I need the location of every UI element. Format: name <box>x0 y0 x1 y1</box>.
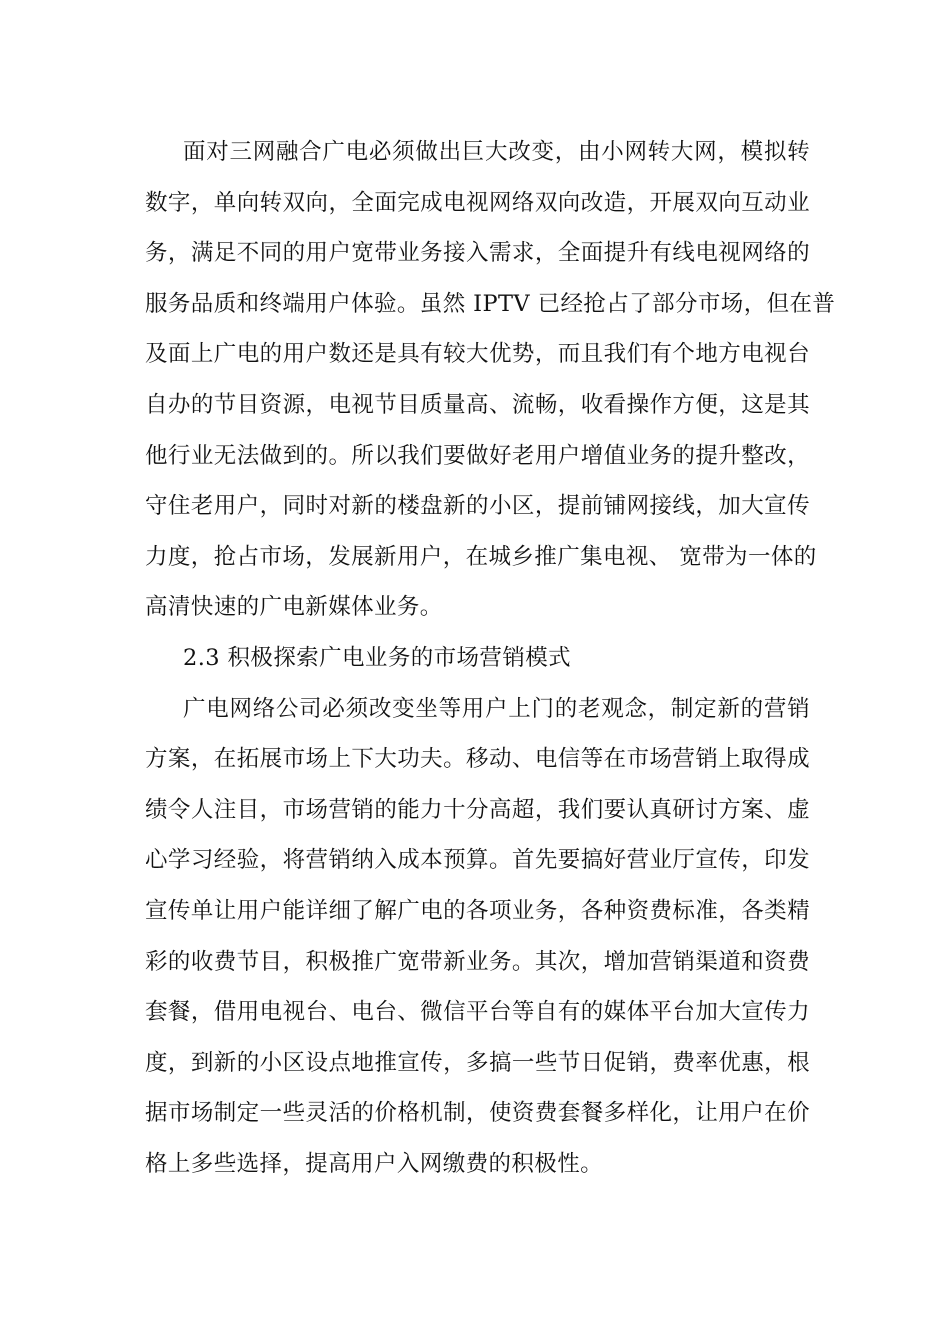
paragraph-line: 守住老用户，同时对新的楼盘新的小区，提前铺网接线，加大宣传 <box>145 493 810 520</box>
paragraph-line: 高清快速的广电新媒体业务。 <box>145 594 443 621</box>
paragraph-line: 他行业无法做到的。所以我们要做好老用户增值业务的提升整改， <box>145 442 810 469</box>
section-heading: 2.3 积极探索广电业务的市场营销模式 <box>183 644 572 671</box>
paragraph-line: 自办的节目资源，电视节目质量高、流畅，收看操作方便，这是其 <box>145 391 810 418</box>
paragraph-line: 度，到新的小区设点地推宣传，多搞一些节日促销，费率优惠，根 <box>145 1049 810 1076</box>
paragraph-line: 格上多些选择，提高用户入网缴费的积极性。 <box>145 1150 604 1177</box>
paragraph-line: 务，满足不同的用户宽带业务接入需求，全面提升有线电视网络的 <box>145 240 810 267</box>
paragraph-line: 服务品质和终端用户体验。虽然 IPTV 已经抢占了部分市场，但在普 <box>145 290 836 317</box>
paragraph-line: 广电网络公司必须改变坐等用户上门的老观念，制定新的营销 <box>183 695 810 722</box>
paragraph-line: 宣传单让用户能详细了解广电的各项业务，各种资费标准，各类精 <box>145 897 810 924</box>
document-body <box>145 127 836 1189</box>
paragraph-line: 心学习经验，将营销纳入成本预算。首先要搞好营业厅宣传，印发 <box>145 847 810 874</box>
paragraph-2 <box>145 684 810 1190</box>
paragraph-line: 及面上广电的用户数还是具有较大优势，而且我们有个地方电视台 <box>145 341 810 368</box>
paragraph-line: 绩令人注目，市场营销的能力十分高超，我们要认真研讨方案、虚 <box>145 796 810 823</box>
paragraph-line: 力度，抢占市场，发展新用户，在城乡推广集电视、 宽带为一体的 <box>145 543 817 570</box>
paragraph-1 <box>145 127 836 633</box>
paragraph-line: 方案，在拓展市场上下大功夫。移动、电信等在市场营销上取得成 <box>145 746 810 773</box>
paragraph-line: 数字，单向转双向，全面完成电视网络双向改造，开展双向互动业 <box>145 189 810 216</box>
paragraph-line: 彩的收费节目，积极推广宽带新业务。其次，增加营销渠道和资费 <box>145 948 810 975</box>
paragraph-line: 套餐，借用电视台、电台、微信平台等自有的媒体平台加大宣传力 <box>145 999 810 1026</box>
paragraph-line: 据市场制定一些灵活的价格机制，使资费套餐多样化，让用户在价 <box>145 1100 810 1127</box>
paragraph-line: 面对三网融合广电必须做出巨大改变，由小网转大网，模拟转 <box>183 139 810 165</box>
